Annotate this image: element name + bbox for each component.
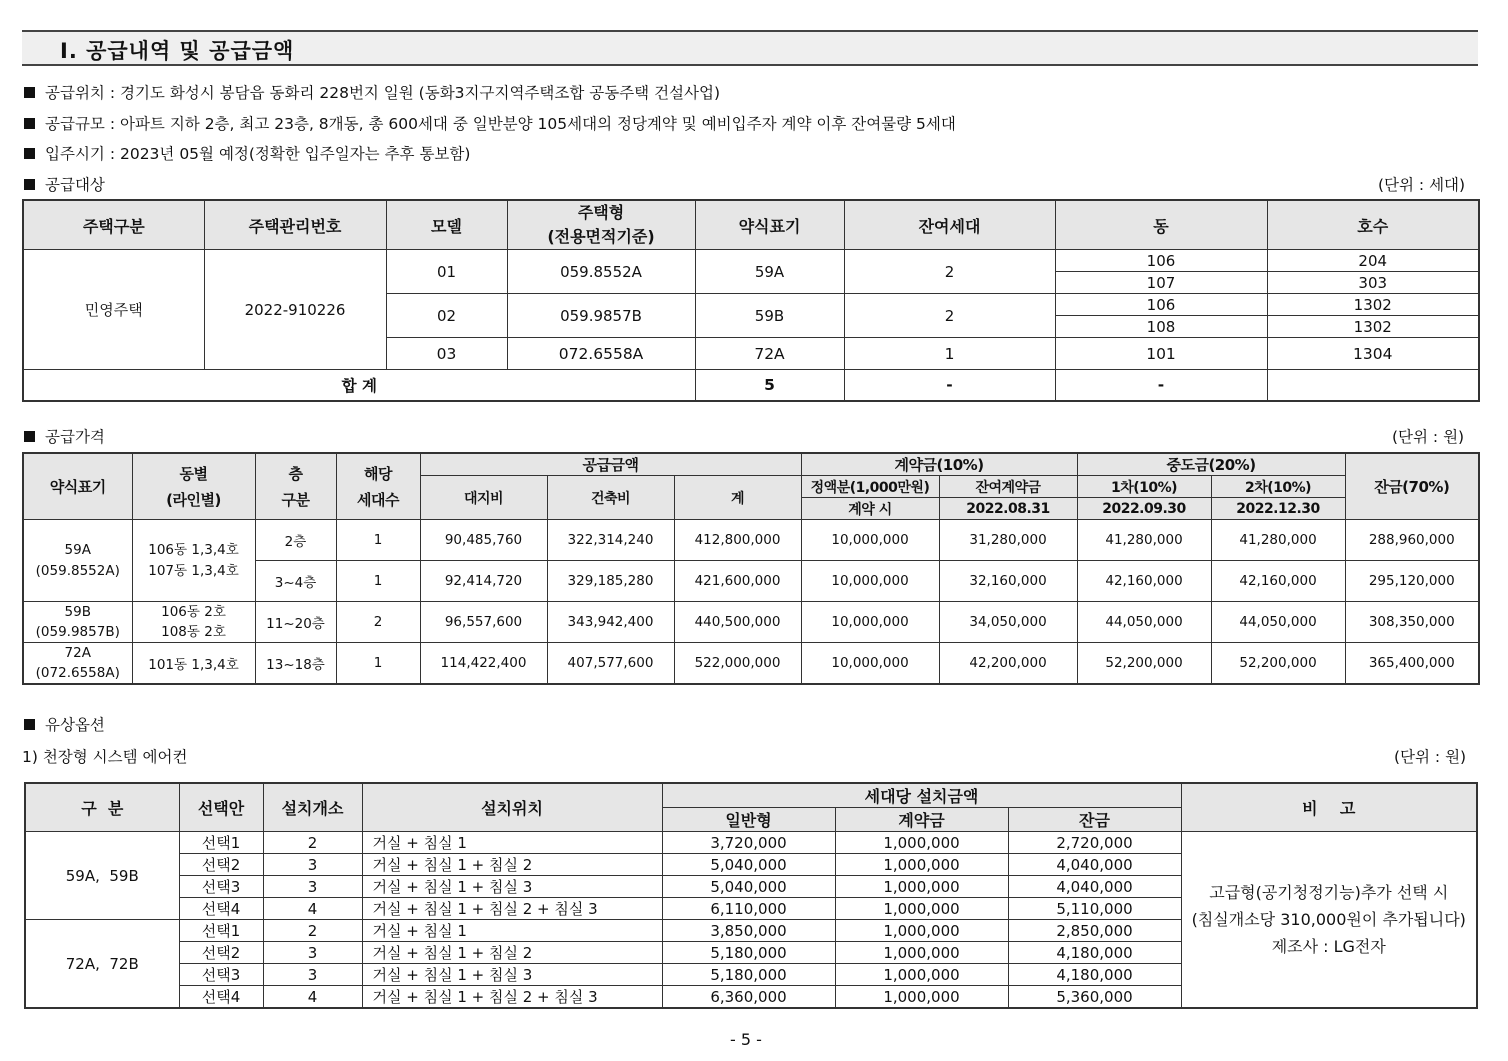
table-header-row: 구 분 선택안 설치개소 설치위치 세대당 설치금액 비 고	[25, 783, 1477, 808]
bullet-icon	[24, 118, 35, 129]
management-no-cell: 2022-910226	[204, 250, 386, 370]
table-row: 선택2 3 거실 + 침실 1 + 침실 2 5,180,000 1,000,000 4,180,000	[25, 942, 1477, 964]
header-cell: 주택형 (전용면적기준)	[507, 200, 695, 250]
bullet-icon	[24, 87, 35, 98]
table-header-row: 계약 시 2022.08.31 2022.09.30 2022.12.30	[23, 498, 1479, 520]
heading-supply-price: 공급가격	[24, 425, 105, 447]
table-row: 59B (059.9857B) 106동 2호 108동 2호 11~20층 2 96,557,600 343,942,400 440,500,000 10,000,000 34,050,000 44,050,000 44,050,000 308,350,000	[23, 602, 1479, 643]
supply-price-table	[22, 452, 1480, 685]
total-label: 합 계	[23, 370, 695, 401]
bullet-icon	[24, 431, 35, 442]
table-row: 02 059.9857B 59B 2 106 1302	[23, 294, 1479, 316]
table-row: 3~4층 1 92,414,720 329,185,280 421,600,000 10,000,000 32,160,000 42,160,000 42,160,000 295,120,000	[23, 561, 1479, 602]
bullet-icon	[24, 719, 35, 730]
unit-label: (단위 : 원)	[1394, 748, 1467, 766]
housing-type-cell: 민영주택	[23, 250, 204, 370]
page-number: - 5 -	[730, 1030, 762, 1049]
header-cell: 잔여세대	[844, 200, 1055, 250]
supply-target-table	[22, 199, 1480, 402]
info-line-scale: 공급규모 : 아파트 지하 2층, 최고 23층, 8개동, 총 600세대 중 일반분양 105세대의 정당계약 및 예비입주자 계약 이후 잔여물량 5세대	[24, 112, 956, 134]
header-cell: 주택관리번호	[204, 200, 386, 250]
heading-supply-target: 공급대상	[24, 173, 105, 195]
note-cell: 고급형(공기청정기능)추가 선택 시 (침실개소당 310,000원이 추가됩니다) 제조사 : LG전자	[1181, 832, 1477, 1009]
table-header-row: 약식표기 동별 (라인별) 층 구분 해당 세대수 공급금액 계약금(10%) 중도금(20%) 잔금(70%)	[23, 453, 1479, 476]
paid-option-table	[24, 782, 1478, 1009]
table-row: 선택4 4 거실 + 침실 1 + 침실 2 + 침실 3 6,110,000 1,000,000 5,110,000	[25, 898, 1477, 920]
table-row: 59A, 59B 선택1 2 거실 + 침실 1 3,720,000 1,000,000 2,720,000 고급형(공기청정기능)추가 선택 시 (침실개소당 310,000원이 추가됩니다) 제조사 : LG전자	[25, 832, 1477, 854]
header-cell: 약식표기	[695, 200, 844, 250]
section-title-bar	[22, 30, 1478, 66]
table-row: 107 303	[23, 272, 1479, 294]
table-row: 선택3 3 거실 + 침실 1 + 침실 3 5,180,000 1,000,000 4,180,000	[25, 964, 1477, 986]
header-cell: 동	[1055, 200, 1267, 250]
bullet-icon	[24, 148, 35, 159]
subheading-aircon: 1) 천장형 시스템 에어컨	[22, 748, 188, 766]
table-row: 03 072.6558A 72A 1 101 1304	[23, 338, 1479, 370]
table-row: 72A (072.6558A) 101동 1,3,4호 13~18층 1 114,422,400 407,577,600 522,000,000 10,000,000 42,200,000 52,200,000 52,200,000 365,400,000	[23, 643, 1479, 685]
header-cell: 모델	[386, 200, 507, 250]
table-header-row: 일반형 계약금 잔금	[25, 808, 1477, 832]
heading-paid-option: 유상옵션	[24, 713, 105, 735]
table-row: 59A (059.8552A) 106동 1,3,4호 107동 1,3,4호 2층 1 90,485,760 322,314,240 412,800,000 10,000,000 31,280,000 41,280,000 41,280,000 288,960,000	[23, 520, 1479, 561]
header-cell: 호수	[1267, 200, 1479, 250]
table-row: 선택3 3 거실 + 침실 1 + 침실 3 5,040,000 1,000,000 4,040,000	[25, 876, 1477, 898]
bullet-icon	[24, 179, 35, 190]
table-row: 선택4 4 거실 + 침실 1 + 침실 2 + 침실 3 6,360,000 1,000,000 5,360,000	[25, 986, 1477, 1009]
unit-label: (단위 : 세대)	[1378, 176, 1466, 194]
header-cell: 주택구분	[23, 200, 204, 250]
info-line-movein: 입주시기 : 2023년 05월 예정(정확한 입주일자는 추후 통보함)	[24, 142, 470, 164]
section-title: Ⅰ. 공급내역 및 공급금액	[60, 39, 295, 63]
total-row: 합 계 5 - -	[23, 370, 1479, 401]
total-value: 5	[695, 370, 844, 401]
table-row: 72A, 72B 선택1 2 거실 + 침실 1 3,850,000 1,000,000 2,850,000	[25, 920, 1477, 942]
table-header-row: 대지비 건축비 계 정액분(1,000만원) 잔여계약금 1차(10%) 2차(10%)	[23, 476, 1479, 498]
info-line-location: 공급위치 : 경기도 화성시 봉담읍 동화리 228번지 일원 (동화3지구지역주택조합 공동주택 건설사업)	[24, 81, 720, 103]
table-header-row	[23, 200, 1479, 250]
table-row: 선택2 3 거실 + 침실 1 + 침실 2 5,040,000 1,000,000 4,040,000	[25, 854, 1477, 876]
unit-label: (단위 : 원)	[1392, 428, 1465, 446]
table-row: 108 1302	[23, 316, 1479, 338]
table-row: 민영주택 2022-910226 01 059.8552A 59A 2 106 204	[23, 250, 1479, 272]
